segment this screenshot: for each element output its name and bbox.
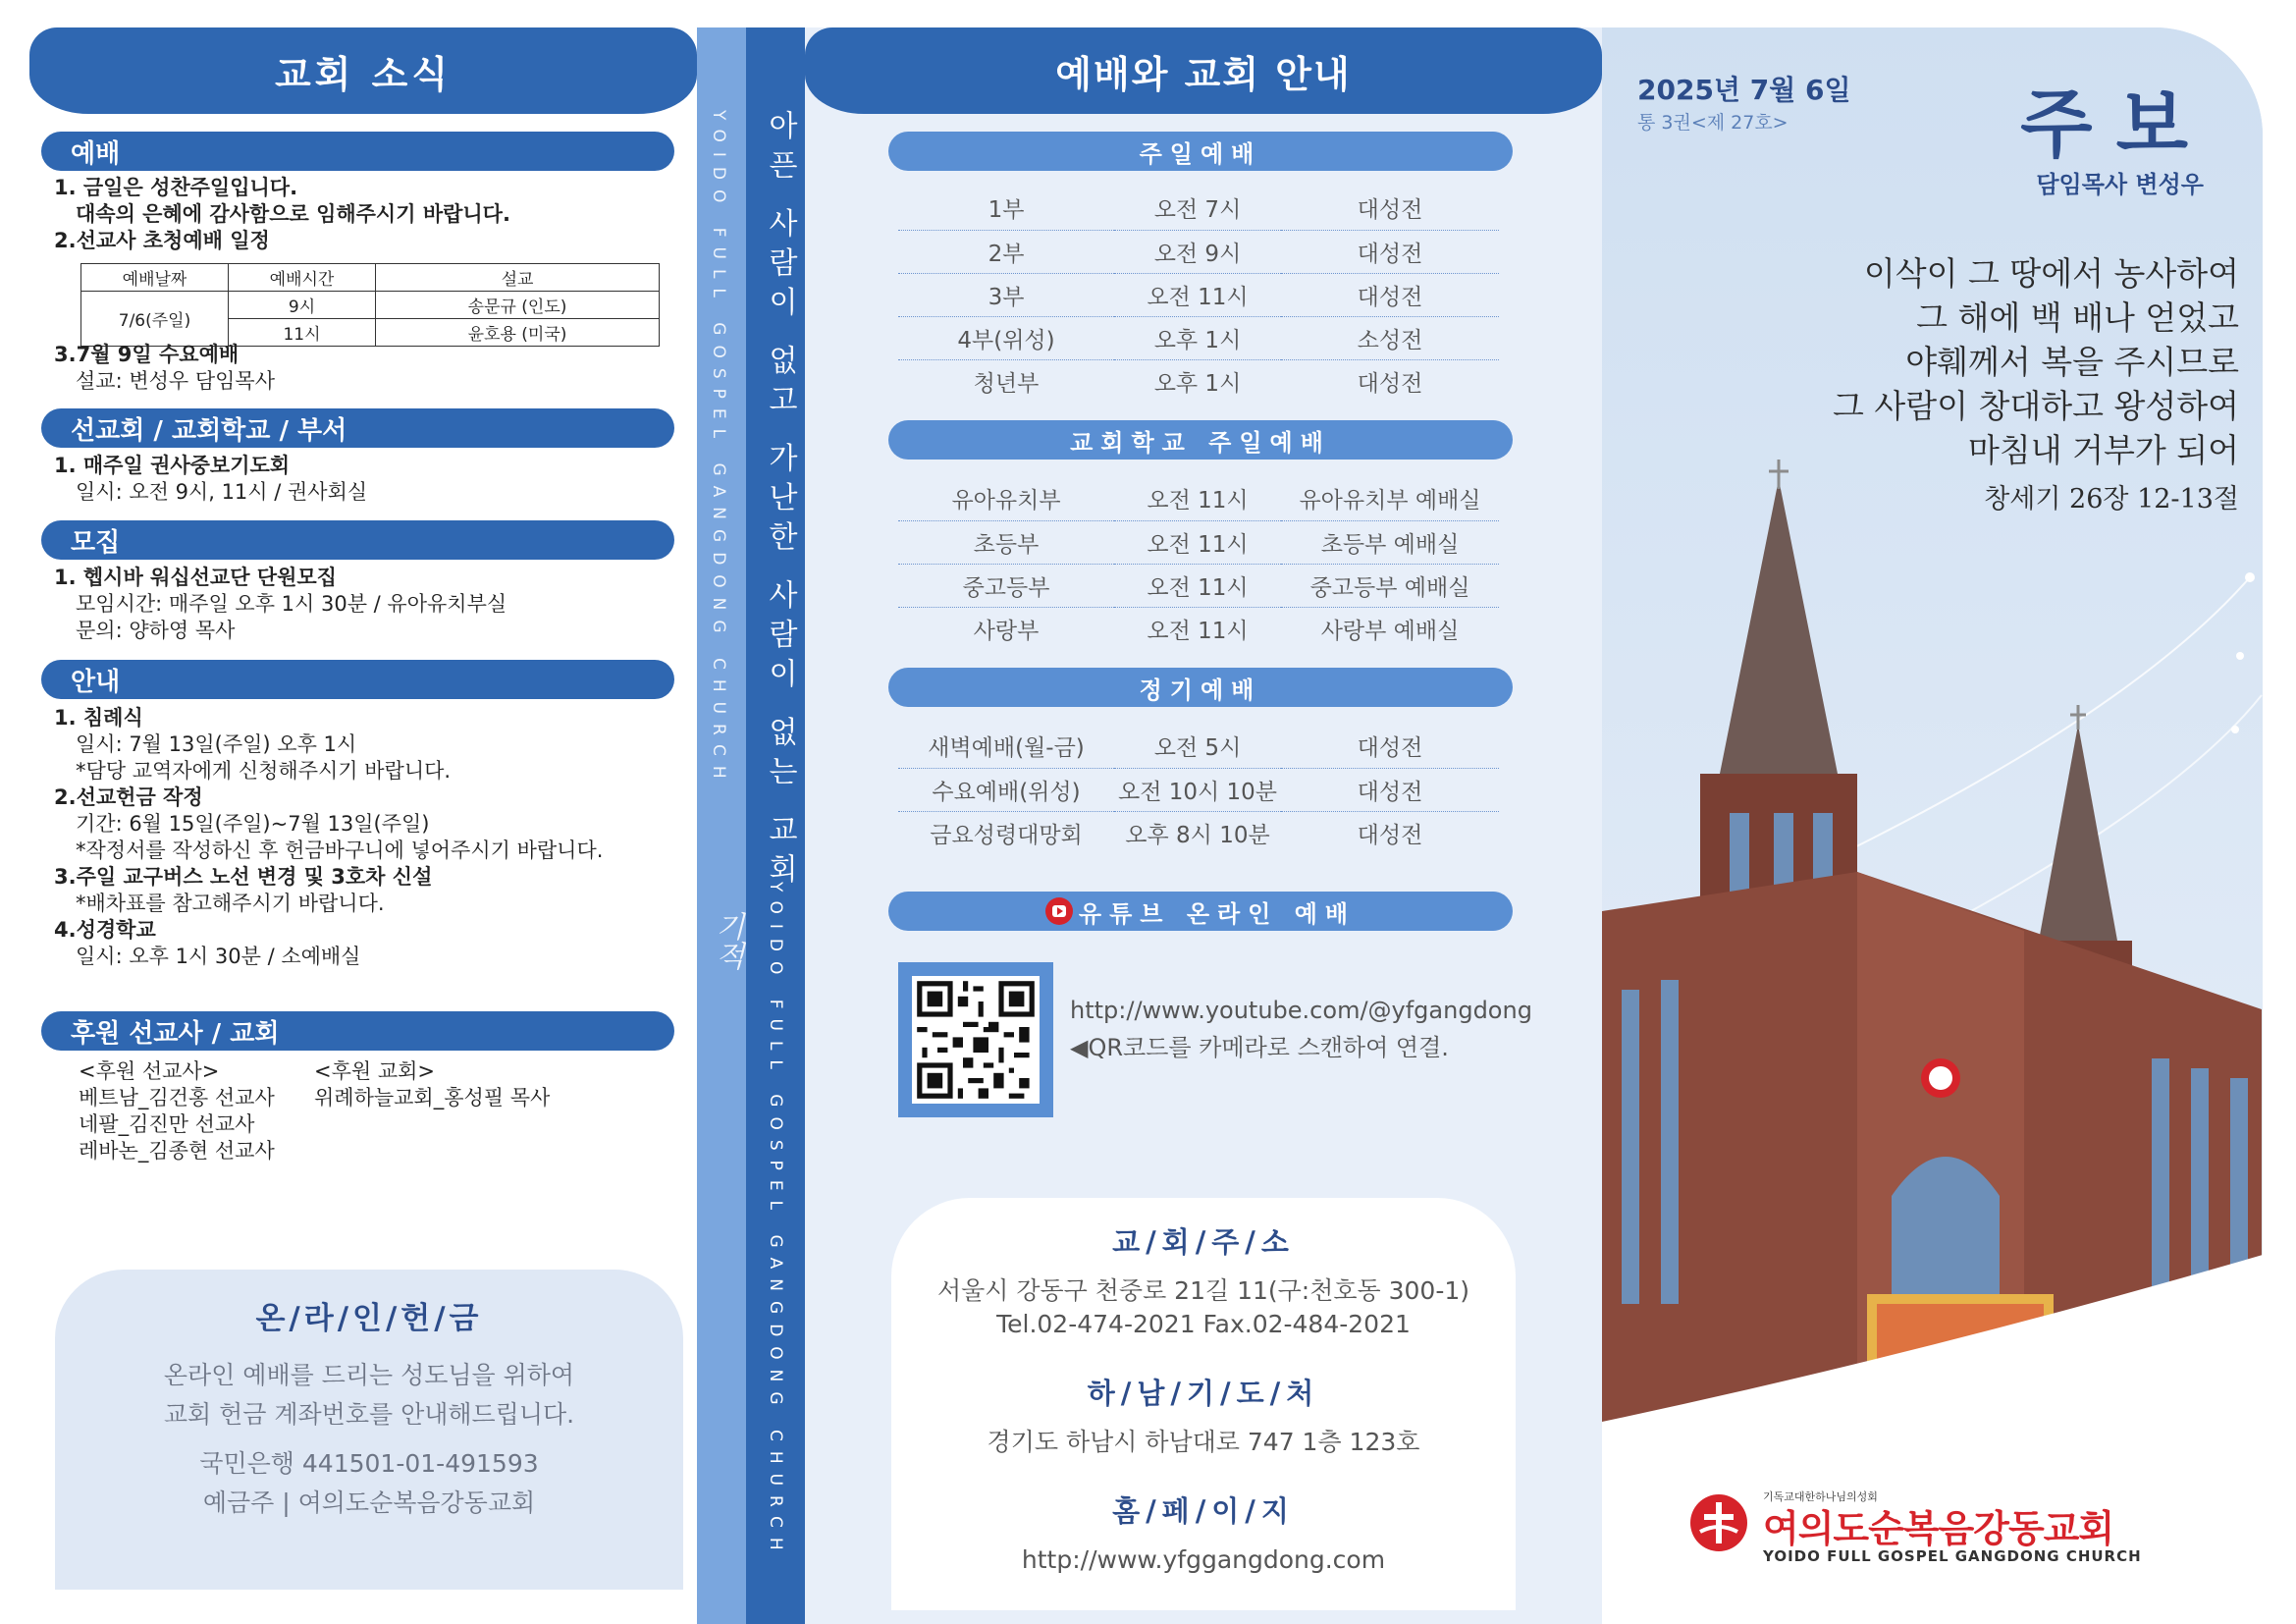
mission-item	[54, 453, 367, 506]
table-cell: 사랑부 예배실	[1320, 618, 1460, 644]
item-detail: 일시: 7월 13일(주일) 오후 1시	[76, 732, 357, 756]
offering-line: 교회 헌금 계좌번호를 안내해드립니다.	[163, 1400, 575, 1429]
church-title: <후원 교회>	[314, 1059, 436, 1083]
verse-reference: 창세기 26장 12-13절	[1984, 484, 2239, 514]
sunday-worship-bar: 주일예배	[888, 132, 1513, 171]
table-cell: 윤호용 (미국)	[376, 319, 660, 347]
table-cell: 사랑부	[973, 618, 1040, 644]
table-cell: 대성전	[1357, 370, 1423, 397]
section-notice: 안내	[41, 660, 674, 699]
section-recruit: 모집	[41, 520, 674, 560]
youtube-note: ◀QR코드를 카메라로 스캔하여 연결.	[1070, 1034, 1449, 1061]
verse-line: 이삭이 그 땅에서 농사하여	[1863, 254, 2239, 293]
logo-english-name: YOIDO FULL GOSPEL GANGDONG CHURCH	[1763, 1547, 2142, 1565]
table-cell: 초등부	[898, 520, 1114, 564]
regular-worship-bar: 정기예배	[888, 668, 1513, 707]
section-worship: 예배	[41, 132, 674, 171]
table-header: 예배날짜	[81, 264, 229, 292]
table-cell: 대성전	[1281, 187, 1499, 230]
table-cell: 수요예배(위성)	[898, 768, 1114, 811]
verse-line: 그 사람이 창대하고 왕성하여	[1832, 387, 2239, 425]
table-cell: 새벽예배(월-금)	[898, 725, 1114, 768]
table-row	[898, 725, 1499, 768]
table-cell: 대성전	[1281, 768, 1499, 811]
table-cell: 9시	[229, 292, 376, 319]
online-offering-box	[55, 1270, 683, 1590]
item-detail: 문의: 양하영 목사	[76, 619, 236, 642]
table-cell: 오전 11시	[1114, 520, 1281, 564]
verse-line: 야훼께서 복을 주시므로	[1905, 343, 2239, 381]
item-detail: *작정서를 작성하신 후 헌금바구니에 넣어주시기 바랍니다.	[76, 839, 604, 862]
item-title: 1. 헵시바 워십선교단 단원모집	[54, 566, 337, 589]
list-item: 베트남_김건홍 선교사	[79, 1086, 275, 1110]
table-row	[898, 564, 1499, 607]
table-row	[898, 768, 1499, 811]
bible-verse	[1833, 251, 2239, 472]
table-cell: 오전 7시	[1114, 187, 1281, 230]
table-cell: 오후 1시	[1153, 370, 1242, 397]
table-cell: 송문규 (인도)	[376, 292, 660, 319]
table-cell: 7/6(주일)	[81, 292, 229, 347]
homepage-title: 홈/페/이/지	[1112, 1494, 1295, 1528]
bulletin-volume: 통 3권<제 27호>	[1637, 112, 1789, 134]
church-school-table	[898, 477, 1499, 650]
worship-guide-banner: 예배와 교회 안내	[805, 27, 1602, 114]
table-header: 설교	[376, 264, 660, 292]
table-cell: 오전 11시	[1114, 273, 1281, 316]
spine-english-2: YOIDO FULL GOSPEL GANGDONG CHURCH	[766, 882, 785, 1560]
church-address-box	[891, 1198, 1516, 1610]
qr-code-icon	[912, 976, 1040, 1104]
table-cell: 초등부 예배실	[1281, 520, 1499, 564]
item-title: 1. 매주일 권사중보기도회	[54, 454, 291, 477]
church-emblem-icon	[1688, 1492, 1749, 1553]
item-detail: 일시: 오전 9시, 11시 / 권사회실	[76, 480, 368, 504]
spine-light	[697, 27, 746, 1624]
church-school-bar: 교회학교 주일예배	[888, 420, 1513, 460]
church-news-panel	[29, 27, 697, 1598]
table-row	[898, 230, 1499, 273]
worship-guide-panel	[805, 27, 1602, 1624]
bank-account: 국민은행 441501-01-491593	[199, 1449, 539, 1478]
church-list	[314, 1058, 609, 1111]
table-cell: 대성전	[1281, 725, 1499, 768]
youtube-icon	[1045, 897, 1073, 925]
section-support: 후원 선교사 / 교회	[41, 1011, 674, 1051]
offering-title: 온/라/인/헌/금	[255, 1301, 483, 1336]
table-row	[898, 273, 1499, 316]
youtube-worship-bar	[888, 892, 1513, 931]
offering-line: 온라인 예배를 드리는 성도님을 위하여	[163, 1361, 575, 1389]
table-row	[898, 811, 1499, 854]
table-cell: 중고등부	[898, 564, 1114, 607]
item-detail: *담당 교역자에게 신청해주시기 바랍니다.	[76, 759, 452, 783]
spine-dark	[746, 27, 805, 1624]
spine-motto: 아픈 사람이 없고 가난한 사람이 없는 교회	[763, 110, 797, 893]
table-row	[898, 359, 1499, 403]
table-cell: 중고등부 예배실	[1281, 564, 1499, 607]
table-cell: 대성전	[1357, 822, 1423, 848]
table-cell: 4부(위성)	[898, 316, 1114, 359]
table-row	[898, 520, 1499, 564]
table-cell: 대성전	[1281, 273, 1499, 316]
table-header: 예배시간	[229, 264, 376, 292]
table-row	[898, 607, 1499, 650]
item-title: 1. 금일은 성찬주일입니다.	[54, 176, 298, 199]
table-cell: 11시	[229, 319, 376, 347]
table-cell: 오후 8시 10분	[1125, 822, 1270, 848]
spine-english-1: YOIDO FULL GOSPEL GANGDONG CHURCH	[709, 110, 728, 788]
table-cell: 오전 11시	[1114, 564, 1281, 607]
item-title: 3.주일 교구버스 노선 변경 및 3호차 신설	[54, 865, 433, 889]
item-detail: *배차표를 참고해주시기 바랍니다.	[76, 892, 385, 915]
list-item: 레바논_김종현 선교사	[79, 1139, 275, 1163]
table-cell: 금요성령대망회	[930, 822, 1083, 848]
youtube-info	[1070, 992, 1532, 1066]
table-cell: 3부	[898, 273, 1114, 316]
table-cell: 오전 11시	[1147, 618, 1249, 644]
table-cell: 오전 10시 10분	[1114, 768, 1281, 811]
table-cell: 청년부	[973, 370, 1040, 397]
recruit-item	[54, 565, 507, 644]
item-detail: 기간: 6월 15일(주일)~7월 13일(주일)	[76, 812, 430, 836]
verse-line: 그 해에 백 배나 얻었고	[1916, 298, 2239, 337]
table-cell: 오전 5시	[1114, 725, 1281, 768]
bulletin-title: 주보	[2020, 81, 2212, 168]
hanam-address: 경기도 하남시 하남대로 747 1층 123호	[987, 1428, 1420, 1456]
regular-worship-table	[898, 725, 1499, 854]
table-row	[898, 316, 1499, 359]
list-item: 위례하늘교회_홍성필 목사	[314, 1086, 551, 1110]
homepage-link[interactable]: http://www.yfggangdong.com	[1021, 1545, 1386, 1574]
item-detail: 모임시간: 매주일 오후 1시 30분 / 유아유치부실	[76, 592, 507, 616]
worship-item-1	[54, 175, 510, 254]
hanam-title: 하/남/기/도/처	[1087, 1377, 1320, 1410]
table-cell: 오전 11시	[1114, 477, 1281, 520]
list-item: 네팔_김진만 선교사	[79, 1112, 255, 1136]
item-detail: 대속의 은혜에 감사함으로 임해주시기 바랍니다.	[76, 202, 510, 226]
missionary-schedule-table	[80, 263, 660, 347]
account-holder: 예금주 | 여의도순복음강동교회	[202, 1489, 536, 1517]
youtube-qr-code[interactable]	[898, 962, 1053, 1117]
item-title: 3.7월 9일 수요예배	[54, 343, 240, 366]
missionary-title: <후원 선교사>	[79, 1059, 220, 1083]
table-cell: 대성전	[1281, 230, 1499, 273]
tel-fax-text: Tel.02-474-2021 Fax.02-484-2021	[996, 1310, 1411, 1338]
item-detail: 일시: 오후 1시 30분 / 소예배실	[76, 945, 361, 968]
item-title: 4.성경학교	[54, 918, 156, 942]
table-row	[898, 477, 1499, 520]
table-row	[898, 187, 1499, 230]
item-title: 2.선교헌금 작정	[54, 785, 203, 809]
missionary-list	[79, 1058, 334, 1164]
address-text: 서울시 강동구 천중로 21길 11(구:천호동 300-1)	[936, 1276, 1470, 1305]
bulletin-cover	[1602, 27, 2263, 1595]
table-cell: 소성전	[1281, 316, 1499, 359]
notice-list	[54, 705, 603, 970]
table-cell: 오전 9시	[1114, 230, 1281, 273]
table-cell: 2부	[898, 230, 1114, 273]
sunday-worship-table	[898, 187, 1499, 403]
youtube-title: 유튜브 온라인 예배	[1078, 899, 1357, 928]
address-title: 교/회/주/소	[1112, 1225, 1295, 1259]
wed-worship-item	[54, 342, 275, 395]
table-cell: 유아유치부	[898, 477, 1114, 520]
youtube-url-link[interactable]: http://www.youtube.com/@yfgangdong	[1070, 997, 1532, 1024]
item-detail: 설교: 변성우 담임목사	[76, 369, 275, 393]
verse-line: 마침내 거부가 되어	[1967, 431, 2239, 469]
table-cell: 유아유치부 예배실	[1281, 477, 1499, 520]
senior-pastor: 담임목사 변성우	[2036, 171, 2204, 198]
table-cell: 오후 1시	[1114, 316, 1281, 359]
logo-denomination: 기독교대한하나님의성회	[1763, 1490, 1878, 1503]
item-title: 2.선교사 초청예배 일정	[54, 229, 270, 252]
spine-signature: 기적	[710, 911, 744, 970]
table-cell: 1부	[898, 187, 1114, 230]
bulletin-date: 2025년 7월 6일	[1637, 74, 1851, 106]
logo-korean-name: 여의도순복음강동교회	[1763, 1507, 2114, 1550]
item-title: 1. 침례식	[54, 706, 143, 730]
church-news-banner: 교회 소식	[29, 27, 697, 114]
section-mission: 선교회 / 교회학교 / 부서	[41, 408, 674, 448]
